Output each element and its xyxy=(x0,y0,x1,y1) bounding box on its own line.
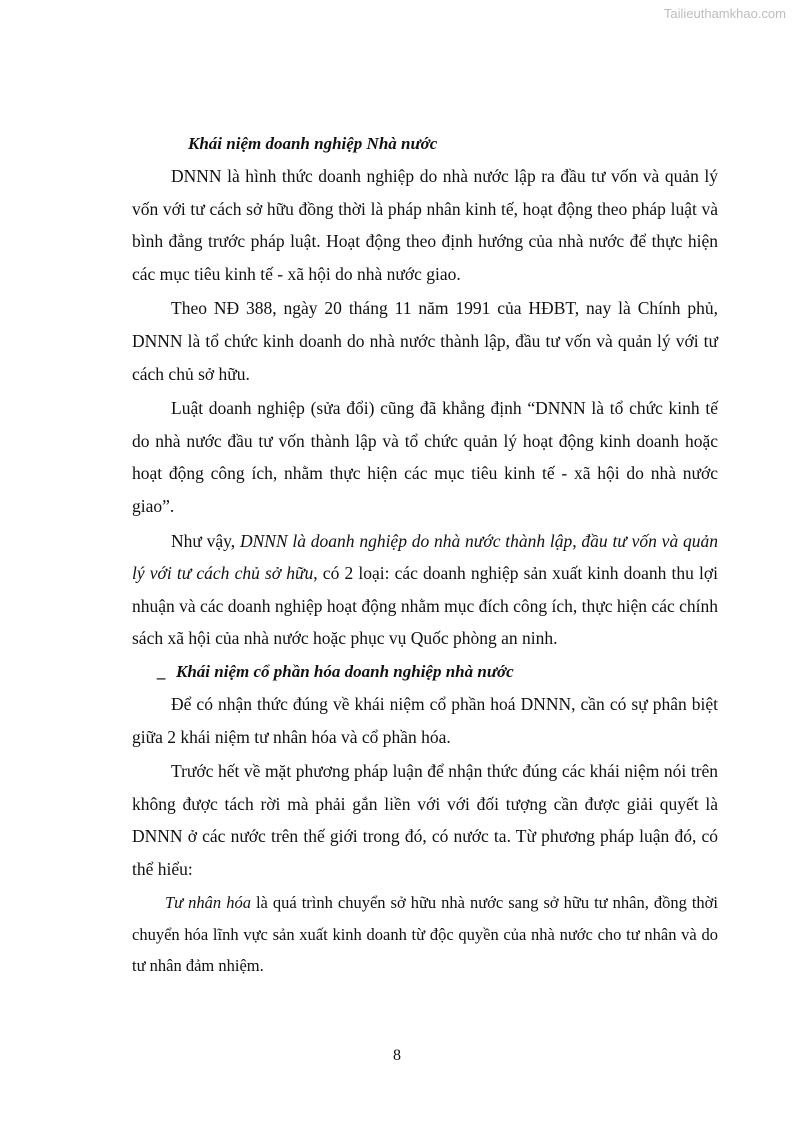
summary-lead: Như vậy, xyxy=(171,530,240,551)
summary-rest: , có 2 loại: các doanh nghiệp sản xuất kinh doanh thu lợi nhuận và các doanh nghiệp hoạt động nhằm mục đích công ích, thực hiện các chính sách xã hội của nhà nước hoặc phục vụ Quốc phòng an ninh. xyxy=(132,563,718,649)
paragraph-decree-388: Theo NĐ 388, ngày 20 tháng 11 năm 1991 của HĐBT, nay là Chính phủ, DNNN là tổ chức kinh doanh do nhà nước thành lập, đầu tư vốn và quản lý với tư cách chủ sở hữu. xyxy=(132,298,718,384)
paragraph-distinction: Để có nhận thức đúng về khái niệm cổ phần hoá DNNN, cần có sự phân biệt giữa 2 khái niệm tư nhân hóa và cổ phần hóa. xyxy=(132,693,718,747)
page-number: 8 xyxy=(393,1047,401,1064)
paragraph-methodology: Trước hết về mặt phương pháp luận để nhận thức đúng các khái niệm nói trên không được tách rời mà phải gắn liền với với đối tượng cần được giải quyết là DNNN ở các nước trên thế giới trong đó, có nước ta. Từ phương pháp luận đó, có thể hiểu: xyxy=(132,761,718,879)
summary-definition: DNNN là doanh nghiệp do nhà nước thành lập, đầu tư vốn và quản lý với tư cách chủ sở hữu xyxy=(132,530,718,584)
paragraph-enterprise-law: Luật doanh nghiệp (sửa đổi) cũng đã khẳng định “DNNN là tổ chức kinh tế do nhà nước đầu tư vốn thành lập và tổ chức quản lý hoạt động kinh doanh hoặc hoạt động công ích, nhằm thực hiện các mục tiêu kinh tế - xã hội do nhà nước giao”. xyxy=(132,398,718,516)
section-heading-dnnn: Khái niệm doanh nghiệp Nhà nước xyxy=(188,134,438,153)
privatization-term: Tư nhân hóa xyxy=(165,893,251,913)
bullet-dash: _ xyxy=(158,661,167,681)
paragraph-definition: DNNN là hình thức doanh nghiệp do nhà nước lập ra đầu tư vốn và quản lý vốn với tư cách sở hữu đồng thời là pháp nhân kinh tế, hoạt động theo pháp luật và bình đẳng trước pháp luật. Hoạt động theo định hướng của nhà nước để thực hiện các mục tiêu kinh tế - xã hội do nhà nước giao. xyxy=(132,166,718,284)
paragraph-summary xyxy=(132,525,718,655)
paragraph-privatization xyxy=(132,887,718,982)
section-heading-equitization xyxy=(132,656,718,688)
watermark: Tailieuthamkhao.com xyxy=(663,6,786,21)
document-body xyxy=(132,128,718,982)
privatization-definition: là quá trình chuyển sở hữu nhà nước sang sở hữu tư nhân, đồng thời chuyển hóa lĩnh vực sản xuất kinh doanh từ độc quyền của nhà nước cho tư nhân và do tư nhân đảm nhiệm. xyxy=(132,893,718,976)
section-heading-equitization-text: Khái niệm cổ phần hóa doanh nghiệp nhà nước xyxy=(176,661,514,681)
